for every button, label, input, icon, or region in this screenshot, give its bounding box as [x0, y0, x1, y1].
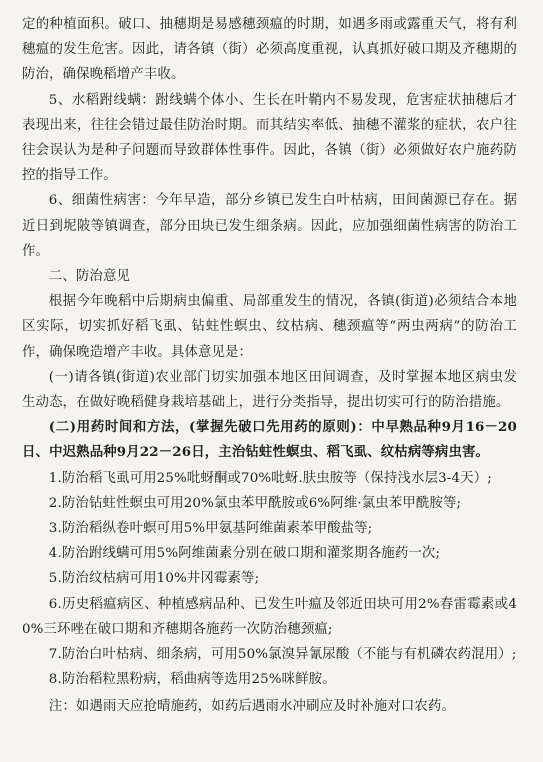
method-item-8: 8.防治稻粒黑粉病，稻曲病等选用25%咪鲜胺。 [48, 672, 336, 688]
paragraph-intro: 根据今年晚稻中后期病虫偏重、局部重发生的情况，各镇(街道)必须结合本地区实际，切实抓好稻飞虱、钻蛀性螟虫、纹枯病、穗颈瘟等“两虫两病”的防治工作，确保晚造增产丰收。具体意见是： [22, 294, 517, 360]
paragraph-timing: (二)用药时间和方法，(掌握先破口先用药的原则)：中早熟品种9月16－20日、中迟熟品种9月22－26日，主治钻蛀性螟虫、稻飞虱、纹枯病等病虫害。 [22, 419, 517, 461]
paragraph-note: 注：如遇雨天应抢晴施药，如药后遇雨水冲刷应及时补施对口农药。 [48, 699, 456, 715]
method-item-4: 4.防治跗线螨可用5%阿维菌素分别在破口期和灌浆期各施药一次; [48, 546, 441, 562]
method-item-5: 5.防治纹枯病可用10%井冈霉素等; [48, 571, 260, 587]
paragraph-bacterial: 6、细菌性病害：今年早造，部分乡镇已发生白叶枯病，田间菌源已存在。据近日到坭陂等镇调查，部分田块已发生细条病。因此，应加强细菌性病害的防治工作。 [22, 193, 517, 259]
paragraph-mite: 5、水稻跗线螨：跗线螨个体小、生长在叶鞘内不易发现，危害症状抽穗后才表现出来，往往会错过最佳防治时期。而其结实率低、抽穗不灌浆的症状，农户往往会误认为是种子问题而导致群体性事件。因此，各镇（街）必须做好农户施药防控的指导工作。 [22, 92, 517, 184]
method-item-3: 3.防治稻纵卷叶螟可用5%甲氨基阿维菌素苯甲酸盐等; [48, 521, 373, 537]
paragraph-survey: (一)请各镇(街道)农业部门切实加强本地区田间调查，及时掌握本地区病虫发生动态，在做好晚稻健身栽培基础上，进行分类指导，提出切实可行的防治措施。 [22, 369, 517, 411]
method-item-7: 7.防治白叶枯病、细条病，可用50%氯溴异氰尿酸（不能与有机磷农药混用）; [48, 647, 517, 663]
method-item-6: 6.历史稻瘟病区、种植感病品种、已发生叶瘟及邻近田块可用2%春雷霉素或40%三环唑在破口期和齐穗期各施药一次防治穗颈瘟; [22, 596, 517, 637]
section-heading-control: 二、防治意见 [48, 269, 131, 285]
paragraph-continued: 定的种植面积。破口、抽穗期是易感穗颈瘟的时期，如遇多雨或露重天气，将有利穗瘟的发生危害。因此，请各镇（街）必须高度重视，认真抓好破口期及齐穗期的防治，确保晚稻增产丰收。 [22, 17, 517, 83]
method-item-1: 1.防治稻飞虱可用25%吡蚜酮或70%吡蚜.肤虫胺等（保持浅水层3-4天）; [48, 470, 492, 486]
method-item-2: 2.防治钻蛀性螟虫可用20%氯虫苯甲酰胺或6%阿维·氯虫苯甲酰胺等; [48, 495, 462, 511]
